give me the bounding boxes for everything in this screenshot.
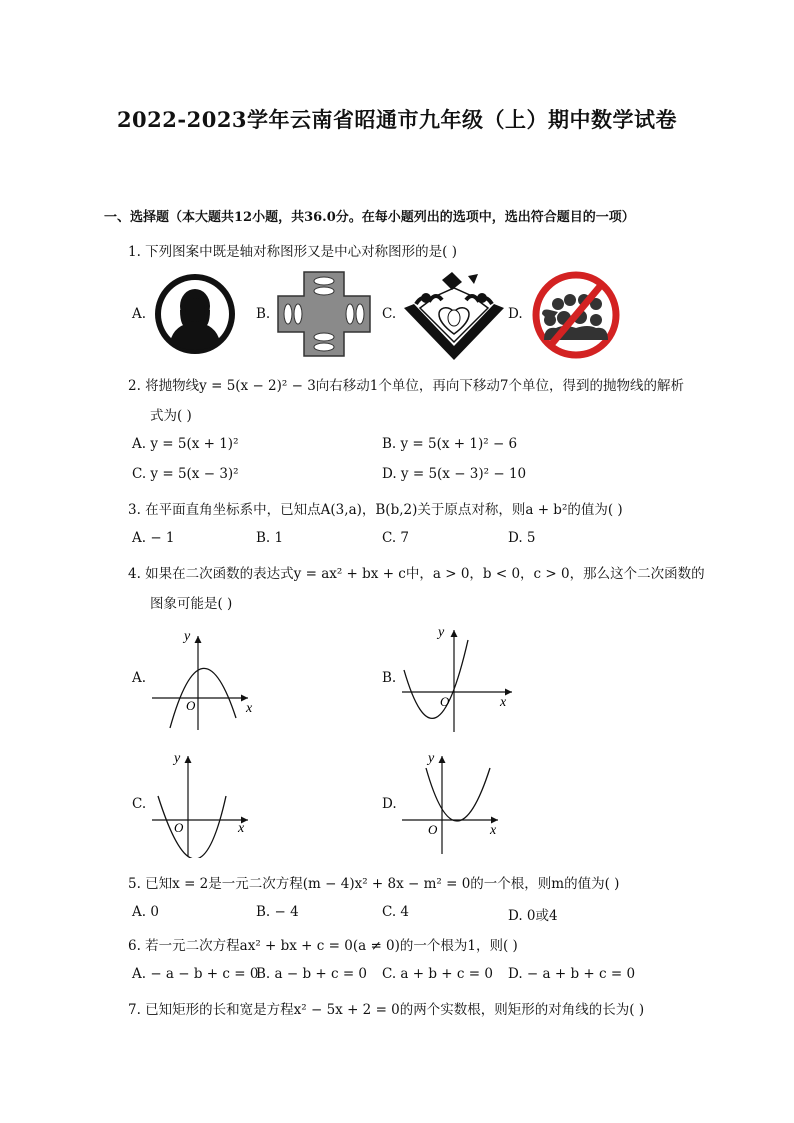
q4-graph-a — [148, 624, 268, 734]
question-6-stem: 6. 若一元二次方程ax² + bx + c = 0(a ≠ 0)的一个根为1，则( ) — [128, 938, 518, 954]
q4-b-y-label: y — [438, 625, 445, 640]
question-4-stem-line2: 图象可能是( ) — [150, 596, 233, 612]
q2-option-d: D. y = 5(x − 3)² − 10 — [382, 466, 527, 482]
q2-option-b: B. y = 5(x + 1)² − 6 — [382, 436, 518, 452]
q1-option-a-label: A. — [132, 306, 147, 322]
q3-option-b: B. 1 — [256, 530, 284, 546]
q5-option-d: D. 0或4 — [508, 908, 558, 924]
question-3-stem: 3. 在平面直角坐标系中，已知点A(3,a)，B(b,2)关于原点对称，则a + b²的值为( ) — [128, 502, 623, 518]
question-4-stem-line1: 4. 如果在二次函数的表达式y = ax² + bx + c中，a > 0，b < 0，c > 0，那么这个二次函数的 — [128, 566, 705, 582]
q4-d-origin-label: O — [428, 822, 438, 837]
q4-b-origin-label: O — [440, 694, 450, 709]
q4-d-x-label: x — [490, 823, 497, 838]
no-crowd-icon — [530, 270, 622, 360]
question-1-stem: 1. 下列图案中既是轴对称图形又是中心对称图形的是( ) — [128, 244, 457, 260]
q6-option-d: D. − a + b + c = 0 — [508, 966, 636, 982]
heart-v-emblem-icon — [402, 268, 506, 362]
q4-option-c-label: C. — [132, 796, 147, 812]
q4-option-b-label: B. — [382, 670, 397, 686]
q5-option-c: C. 4 — [382, 904, 410, 920]
q4-b-x-label: x — [500, 695, 507, 710]
page-title: 2022-2023学年云南省昭通市九年级（上）期中数学试卷 — [116, 107, 678, 132]
question-2-stem-line1: 2. 将抛物线y = 5(x − 2)² − 3向右移动1个单位，再向下移动7个单位，得到的抛物线的解析 — [128, 378, 684, 394]
q2-option-c: C. y = 5(x − 3)² — [132, 466, 239, 482]
q5-option-a: A. 0 — [132, 904, 159, 920]
q4-option-a-label: A. — [132, 670, 147, 686]
woman-silhouette-icon — [152, 272, 238, 356]
q4-graph-b — [398, 620, 518, 736]
question-2-stem-line2: 式为( ) — [150, 408, 192, 424]
section-heading: 一、选择题（本大题共12小题，共36.0分。在每小题列出的选项中，选出符合题目的一项） — [104, 210, 635, 225]
question-7-stem: 7. 已知矩形的长和宽是方程x² − 5x + 2 = 0的两个实数根，则矩形的对角线的长为( ) — [128, 1002, 645, 1018]
q1-option-d-label: D. — [508, 306, 523, 322]
q4-option-d-label: D. — [382, 796, 397, 812]
q2-option-a: A. y = 5(x + 1)² — [132, 436, 239, 452]
q4-c-y-label: y — [174, 751, 181, 766]
q3-option-a: A. − 1 — [132, 530, 175, 546]
cross-shape-icon — [276, 270, 372, 358]
q6-option-b: B. a − b + c = 0 — [256, 966, 368, 982]
question-5-stem: 5. 已知x = 2是一元二次方程(m − 4)x² + 8x − m² = 0的一个根，则m的值为( ) — [128, 876, 620, 892]
q3-option-d: D. 5 — [508, 530, 536, 546]
q4-a-y-label: y — [184, 629, 191, 644]
q4-a-x-label: x — [246, 701, 253, 716]
q1-option-b-label: B. — [256, 306, 271, 322]
q4-graph-c — [148, 746, 258, 858]
q6-option-a: A. − a − b + c = 0 — [132, 966, 259, 982]
q5-option-b: B. − 4 — [256, 904, 299, 920]
q4-a-origin-label: O — [186, 698, 196, 713]
q4-c-x-label: x — [238, 821, 245, 836]
q4-graph-d — [398, 746, 508, 858]
q1-option-c-label: C. — [382, 306, 397, 322]
q3-option-c: C. 7 — [382, 530, 410, 546]
q6-option-c: C. a + b + c = 0 — [382, 966, 493, 982]
q4-d-y-label: y — [428, 751, 435, 766]
q4-c-origin-label: O — [174, 820, 184, 835]
